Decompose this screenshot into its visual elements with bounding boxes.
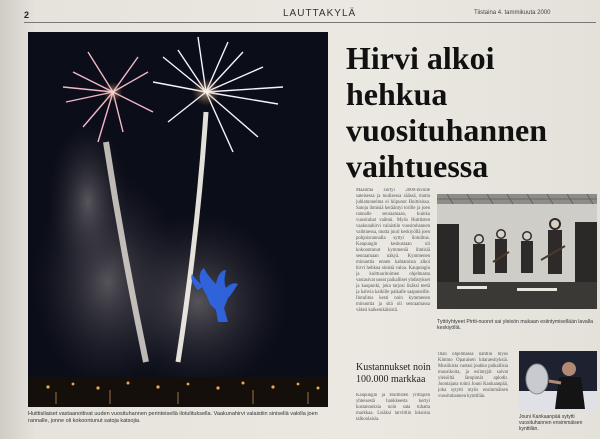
headline-line: Hirvi alkoi xyxy=(346,40,495,76)
page-number: 2 xyxy=(24,10,30,20)
article-body-col-b xyxy=(438,352,508,432)
fireworks-caption: Huittisilaiset vastaanottivat uuden vuosituhannen perinteisellä ilotulituksella. Vaakunahirvi valaistiin sinisellä valolla joen rannalle, jonne oli kokoontunut satoja katsojia. xyxy=(28,411,318,424)
article-body-continued xyxy=(356,393,430,433)
band-illustration xyxy=(437,194,597,309)
body-paragraph: Maailma siirtyi 2000-luvulle sateisessa ja tuulisessa säässä, mutta juhlatunnelma ei hiipunut Huittisissa. Satoja ihmisiä kerääntyi torille ja joen rannalle seuraamaan, kuinka vuosituhat vaihtui. Myös Huittisten vaakunahirvi valaistiin vuosituhannen vaihtuessa, mutta juuri keskiyöllä joen pohjoisrannalla syttyi ilotulitus. Kaupungin keskustaan oli kokoontunut kymmeniä ihmisiä seuraamaan näkyä. Kymmenen minuuttia ennen kahtatoista alkoi hirvi hehkua sinistä valoa. Kaupungin ja kulttuuritoimen ohjelmasta vastasivat useat paikalliset yhdistykset ja kaupunki, joka tarjosi lisäksi teetä ja kahvia kaikille paikalle saapuneille. Ilotulitus kesti noin kymmenen minuuttia ja sitä oli seuraamassa väkeä kaikenikäisistä. xyxy=(356,188,430,313)
article-body-lead xyxy=(356,188,430,340)
fireworks-illustration xyxy=(28,32,328,407)
man-illustration xyxy=(519,351,597,411)
headline-line: vuosituhannen xyxy=(346,112,547,148)
band-caption xyxy=(437,319,597,332)
band-caption-text: Tyttöyhtyeet Pirtti-nuoret sai yleisön mukaan esiintymisellään lavalla keskiyöllä. xyxy=(437,319,593,332)
article-headline xyxy=(346,40,596,184)
fireworks-photo xyxy=(28,32,328,407)
headline-line: hehkua xyxy=(346,76,448,112)
body-paragraph: Illan ohjelmassa nähtiin myös Kimmo Oparaisen kitaraesityksiä. Musiikista vastasi joukko paikallisia muusikoita, ja esiintyjät saivat yleisöltä lämpimät aplodit. Juontajana toimi Jouni Kankaanpää, joka sytytti myös ensimmäisen vuosituhannen kynttilän. xyxy=(438,352,508,399)
section-name: LAUTTAKYLÄ xyxy=(283,8,357,19)
page-header xyxy=(0,6,600,28)
man-caption xyxy=(519,414,597,432)
body-paragraph: Kaupungin ja Huittisten yrittäjien yhteisestä hankkeesta kertyi kustannuksia noin sata tuhatta markkaa. Lisäksi tarvittiin lukuisia talkoolaisia. xyxy=(356,393,430,422)
issue-date: Tiistaina 4. tammikuuta 2000 xyxy=(474,10,551,16)
headline-line: vaihtuessa xyxy=(346,148,489,184)
header-rule xyxy=(24,22,596,23)
man-caption-text: Jouni Kankaanpää sytytti vuosituhannen ensimmäisen kynttilän. xyxy=(519,414,583,432)
band-photo xyxy=(437,194,597,309)
article-subheading: Kustannukset noin 100.000 markkaa xyxy=(356,362,431,385)
man-photo xyxy=(519,351,597,411)
